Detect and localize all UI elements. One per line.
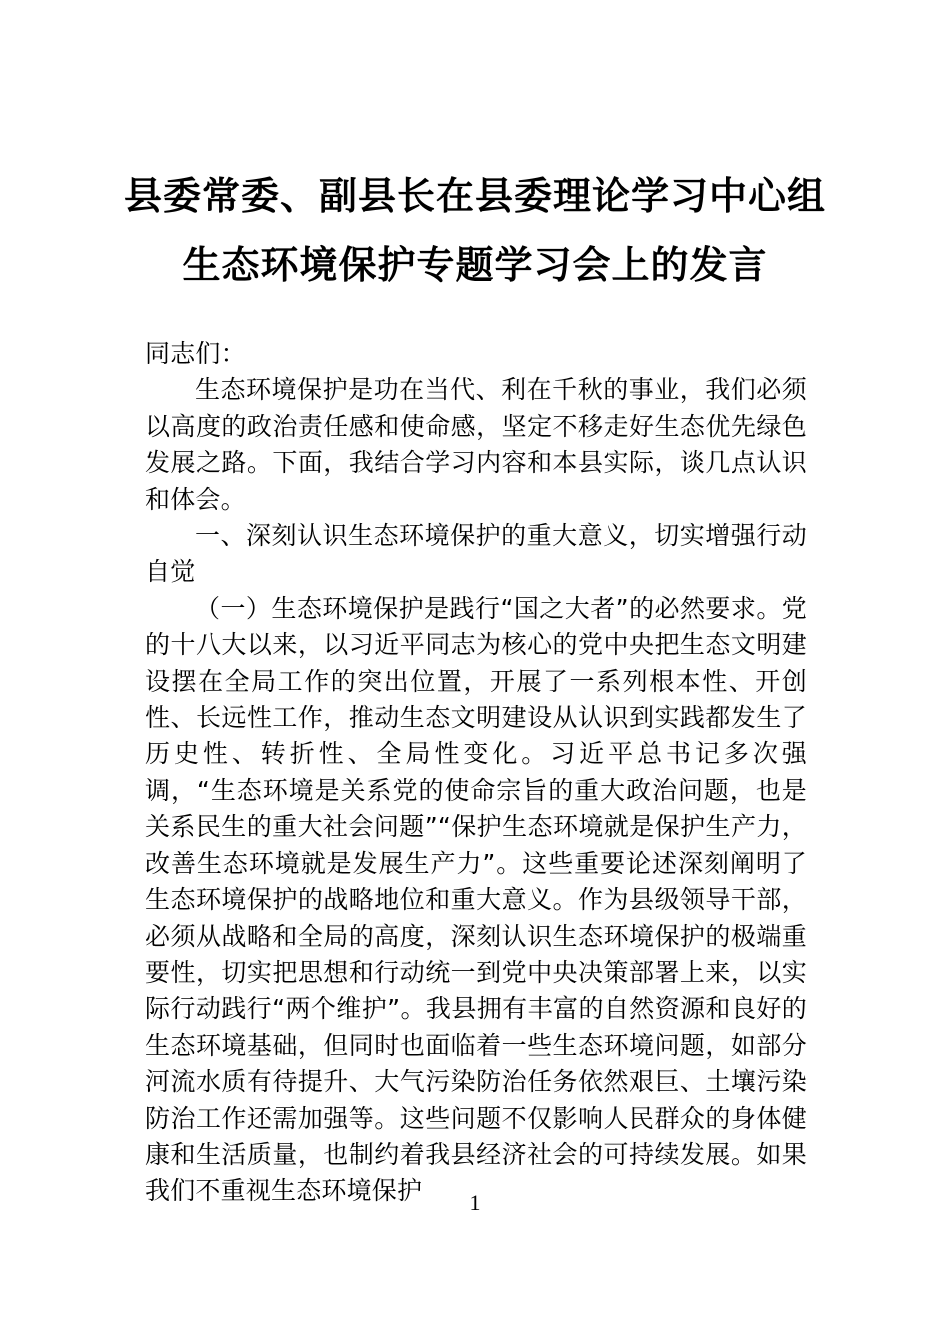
document-body	[145, 336, 807, 1210]
document-title-line-1: 县委常委、副县长在县委理论学习中心组	[123, 174, 826, 218]
paragraph-subsection-1: （一）生态环境保护是践行“国之大者”的必然要求。党的十八大以来，以习近平同志为核心的党中央把生态文明建设摆在全局工作的突出位置，开展了一系列根本性、开创性、长远性工作，推动生态文明建设从认识到实践都发生了历史性、转折性、全局性变化。习近平总书记多次强调，“生态环境是关系党的使命宗旨的重大政治问题，也是关系民生的重大社会问题”“保护生态环境就是保护生产力，改善生态环境就是发展生产力”。这些重要论述深刻阐明了生态环境保护的战略地位和重大意义。作为县级领导干部，必须从战略和全局的高度，深刻认识生态环境保护的极端重要性，切实把思想和行动统一到党中央决策部署上来，以实际行动践行“两个维护”。我县拥有丰富的自然资源和良好的生态环境基础，但同时也面临着一些生态环境问题，如部分河流水质有待提升、大气污染防治任务依然艰巨、土壤污染防治工作还需加强等。这些问题不仅影响人民群众的身体健康和生活质量，也制约着我县经济社会的可持续发展。如果我们不重视生态环境保护	[145, 593, 807, 1206]
section-heading-1: 一、深刻认识生态环境保护的重大意义，切实增强行动自觉	[145, 521, 807, 587]
page-number: 1	[469, 1190, 481, 1215]
paragraph-intro: 生态环境保护是功在当代、利在千秋的事业，我们必须以高度的政治责任感和使命感，坚定不移走好生态优先绿色发展之路。下面，我结合学习内容和本县实际，谈几点认识和体会。	[145, 375, 807, 514]
document-title-line-2: 生态环境保护专题学习会上的发言	[182, 243, 768, 287]
salutation: 同志们：	[145, 339, 246, 368]
